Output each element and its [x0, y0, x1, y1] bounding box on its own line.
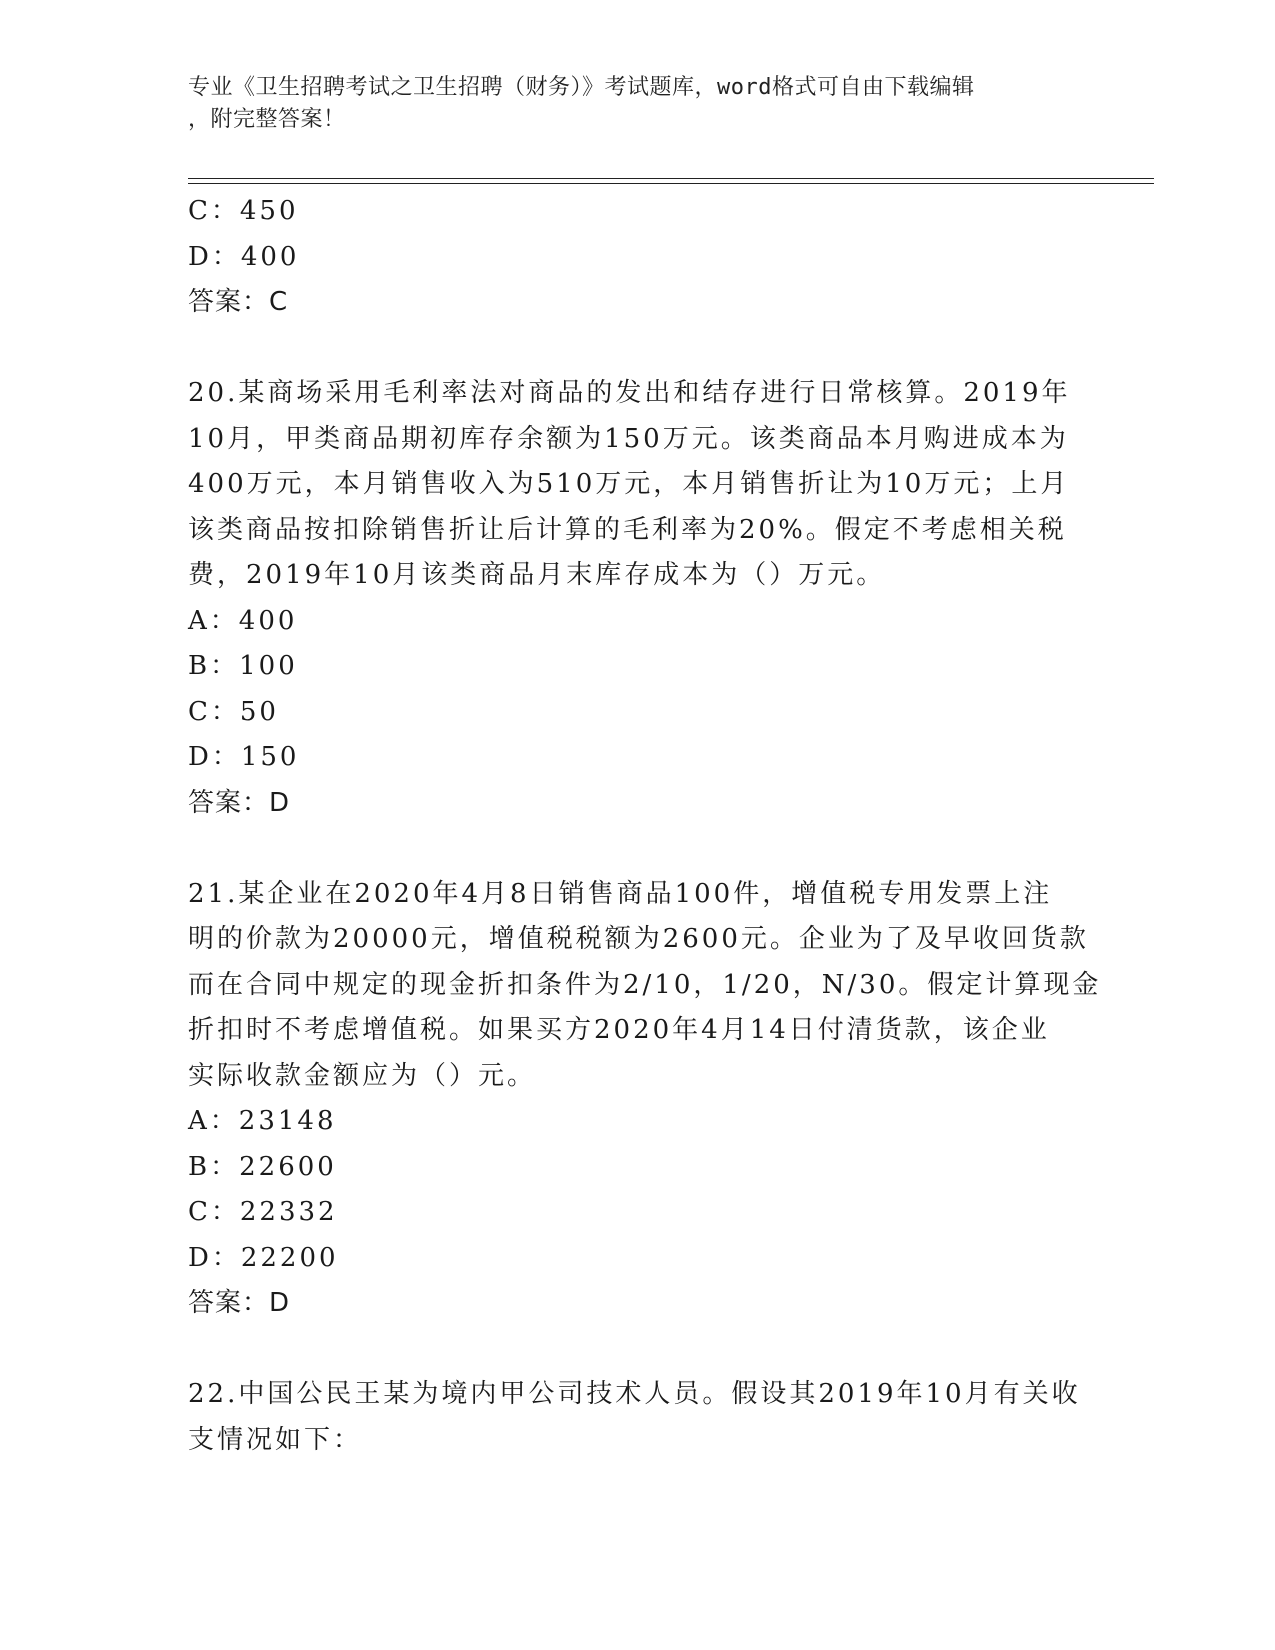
- prev-answer: 答案：C: [188, 287, 289, 317]
- question-20-line: 400万元，本月销售收入为510万元，本月销售折让为10万元；上月: [188, 469, 1070, 499]
- option-d: D：150: [188, 742, 300, 772]
- document-header: [188, 72, 1068, 136]
- question-20-options: [188, 599, 1068, 781]
- question-22-stem: [188, 1372, 1081, 1463]
- header-line-1: 专业《卫生招聘考试之卫生招聘（财务）》考试题库，word格式可自由下载编辑: [188, 75, 975, 100]
- header-line-2: ，附完整答案！: [188, 107, 346, 132]
- option-d: D：22200: [188, 1242, 339, 1273]
- question-21-line: 实际收款金额应为（）元。: [188, 1060, 537, 1091]
- option-c: C：450: [188, 196, 299, 226]
- question-21-options: [188, 1099, 1068, 1281]
- question-22-line: 支情况如下：: [188, 1424, 363, 1455]
- document-body: [188, 189, 1102, 1463]
- question-20-line: 费，2019年10月该类商品月末库存成本为（）万元。: [188, 560, 886, 590]
- question-21-answer: 答案：D: [188, 1288, 291, 1318]
- question-21-line: 明的价款为20000元，增值税税额为2600元。企业为了及早收回货款: [188, 924, 1089, 954]
- header-rule-top: [188, 178, 1154, 179]
- question-20-line: 该类商品按扣除销售折让后计算的毛利率为20%。假定不考虑相关税: [188, 514, 1067, 545]
- question-21-line: 21.某企业在2020年4月8日销售商品100件，增值税专用发票上注: [188, 878, 1053, 909]
- question-20-stem: [188, 371, 1071, 599]
- question-21-stem: [188, 872, 1102, 1100]
- spacer: [188, 1327, 1068, 1373]
- question-21-line: 折扣时不考虑增值税。如果买方2020年4月14日付清货款，该企业: [188, 1015, 1050, 1045]
- option-d: D：400: [188, 241, 300, 272]
- spacer: [188, 826, 1068, 872]
- question-21-line: 而在合同中规定的现金折扣条件为2/10，1/20，N/30。假定计算现金: [188, 969, 1102, 1000]
- option-c: C：22332: [188, 1197, 338, 1227]
- option-c: C：50: [188, 696, 279, 727]
- option-b: B：22600: [188, 1151, 337, 1182]
- question-20-line: 20.某商场采用毛利率法对商品的发出和结存进行日常核算。2019年: [188, 378, 1071, 408]
- question-22-line: 22.中国公民王某为境内甲公司技术人员。假设其2019年10月有关收: [188, 1379, 1081, 1409]
- prev-question-options: [188, 189, 1068, 280]
- spacer: [188, 326, 1068, 372]
- option-a: A：400: [188, 605, 298, 636]
- option-a: A：23148: [188, 1106, 337, 1136]
- question-20-line: 10月，甲类商品期初库存余额为150万元。该类商品本月购进成本为: [188, 423, 1069, 454]
- question-20-answer: 答案：D: [188, 787, 291, 818]
- option-b: B：100: [188, 651, 298, 681]
- header-rule-bottom: [188, 183, 1154, 184]
